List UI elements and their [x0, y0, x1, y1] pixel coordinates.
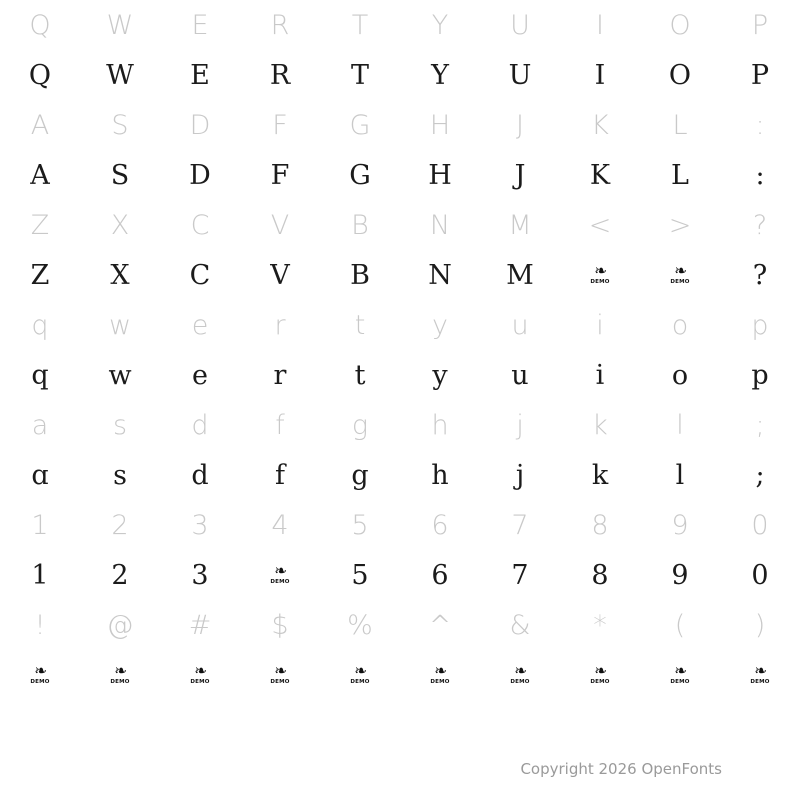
glyph-cell: j — [516, 409, 524, 441]
glyph-cell: M — [506, 259, 534, 291]
glyph-cell: k — [591, 459, 609, 491]
glyph-cell: P — [751, 9, 769, 41]
glyph-cell: p — [751, 359, 769, 391]
glyph-cell: W — [106, 59, 134, 91]
glyph-cell: y — [432, 309, 448, 341]
glyph-cell: ɑ — [31, 459, 49, 491]
glyph-cell: R — [269, 59, 291, 91]
glyph-cell: e — [191, 309, 209, 341]
glyph-cell: 7 — [511, 509, 529, 541]
glyph-cell: S — [110, 159, 130, 191]
glyph-cell: Y — [431, 9, 449, 41]
glyph-cell: $ — [271, 609, 289, 641]
glyph-cell: B — [351, 209, 369, 241]
glyph-cell: ^ — [428, 609, 452, 641]
demo-watermark-glyph — [80, 650, 160, 700]
demo-watermark-glyph — [160, 650, 240, 700]
glyph-cell: a — [31, 409, 49, 441]
demo-label: DEMO — [110, 679, 130, 686]
glyph-cell: # — [188, 609, 212, 641]
leaf-icon: ❧ — [34, 661, 46, 681]
glyph-cell: I — [594, 59, 606, 91]
glyph-cell: O — [668, 59, 692, 91]
glyph-cell: 4 — [271, 509, 289, 541]
glyph-cell: f — [275, 459, 285, 491]
glyph-cell: r — [273, 359, 287, 391]
glyph-cell: 0 — [751, 509, 769, 541]
glyph-cell: V — [270, 209, 290, 241]
glyph-cell: W — [106, 9, 134, 41]
glyph-cell: q — [31, 359, 49, 391]
glyph-cell: Y — [431, 59, 449, 91]
glyph-cell: S — [111, 109, 129, 141]
leaf-icon: ❧ — [674, 661, 686, 681]
glyph-cell: X — [110, 209, 130, 241]
glyph-cell: C — [189, 259, 211, 291]
glyph-cell: U — [508, 59, 532, 91]
glyph-cell: t — [354, 359, 366, 391]
glyph-cell: 9 — [671, 559, 689, 591]
glyph-cell: l — [676, 409, 684, 441]
demo-watermark-glyph — [400, 650, 480, 700]
copyright-footer — [0, 760, 800, 778]
glyph-cell: ) — [754, 609, 766, 641]
glyph-cell: I — [596, 9, 604, 41]
glyph-cell: K — [589, 159, 611, 191]
glyph-cell: ; — [755, 409, 765, 441]
demo-watermark-glyph — [320, 650, 400, 700]
glyph-cell: > — [668, 209, 692, 241]
glyph-cell: F — [272, 109, 288, 141]
glyph-cell: Z — [30, 259, 50, 291]
glyph-cell: 9 — [671, 509, 689, 541]
leaf-icon: ❧ — [754, 661, 766, 681]
leaf-icon: ❧ — [514, 661, 526, 681]
glyph-cell: A — [30, 159, 50, 191]
demo-label: DEMO — [670, 679, 690, 686]
glyph-cell: P — [750, 59, 770, 91]
glyph-cell: A — [30, 109, 50, 141]
glyph-cell: 6 — [431, 509, 449, 541]
glyph-cell: : — [755, 159, 765, 191]
glyph-cell: s — [113, 459, 127, 491]
glyph-cell: ( — [674, 609, 686, 641]
glyph-cell: E — [191, 9, 209, 41]
glyph-cell: o — [671, 359, 689, 391]
glyph-cell: ! — [34, 609, 46, 641]
glyph-cell: u — [511, 359, 529, 391]
leaf-icon: ❧ — [434, 661, 446, 681]
glyph-cell: D — [189, 159, 211, 191]
glyph-cell: j — [515, 459, 525, 491]
demo-watermark-glyph — [560, 250, 640, 300]
glyph-cell: 7 — [511, 559, 529, 591]
demo-watermark-glyph — [240, 550, 320, 600]
leaf-icon: ❧ — [674, 261, 686, 281]
glyph-cell: 6 — [431, 559, 449, 591]
copyright-text: Copyright 2026 OpenFonts — [520, 760, 722, 778]
glyph-cell: 8 — [591, 509, 609, 541]
leaf-icon: ❧ — [274, 561, 286, 581]
glyph-cell: U — [510, 9, 530, 41]
glyph-cell: y — [432, 359, 448, 391]
demo-label: DEMO — [270, 679, 290, 686]
glyph-cell: K — [591, 109, 609, 141]
glyph-cell: Q — [29, 9, 51, 41]
demo-label: DEMO — [30, 679, 50, 686]
glyph-cell: 1 — [31, 559, 49, 591]
glyph-cell: R — [270, 9, 290, 41]
demo-watermark-glyph — [0, 650, 80, 700]
glyph-cell: o — [671, 309, 689, 341]
glyph-cell: B — [350, 259, 370, 291]
glyph-cell: 3 — [191, 509, 209, 541]
glyph-cell: e — [192, 359, 208, 391]
glyph-cell: X — [110, 259, 130, 291]
demo-watermark-glyph — [720, 650, 800, 700]
demo-label: DEMO — [590, 279, 610, 286]
glyph-cell: l — [675, 459, 685, 491]
glyph-cell: D — [189, 109, 211, 141]
glyph-cell: u — [511, 309, 529, 341]
glyph-cell: i — [596, 309, 604, 341]
glyph-cell: f — [275, 409, 285, 441]
glyph-cell: 0 — [751, 559, 769, 591]
glyph-cell: H — [429, 109, 451, 141]
glyph-cell: N — [429, 209, 451, 241]
glyph-cell: t — [354, 309, 366, 341]
glyph-cell: N — [428, 259, 452, 291]
glyph-cell: T — [350, 59, 369, 91]
glyph-cell: 5 — [351, 559, 369, 591]
demo-watermark-glyph — [640, 250, 720, 300]
demo-label: DEMO — [350, 679, 370, 686]
demo-watermark-glyph — [560, 650, 640, 700]
glyph-cell: ? — [752, 259, 768, 291]
glyph-cell: g — [351, 409, 369, 441]
glyph-cell: 2 — [111, 559, 129, 591]
glyph-cell: i — [595, 359, 605, 391]
leaf-icon: ❧ — [194, 661, 206, 681]
glyph-cell: d — [191, 409, 209, 441]
glyph-cell: G — [349, 109, 371, 141]
glyph-cell: < — [588, 209, 612, 241]
glyph-cell: C — [190, 209, 210, 241]
glyph-cell: H — [428, 159, 452, 191]
leaf-icon: ❧ — [354, 661, 366, 681]
glyph-cell: O — [669, 9, 691, 41]
glyph-cell: V — [270, 259, 290, 291]
glyph-cell: r — [274, 309, 286, 341]
glyph-cell: L — [672, 109, 688, 141]
demo-watermark-glyph — [480, 650, 560, 700]
glyph-cell: 1 — [31, 509, 49, 541]
glyph-cell: * — [593, 609, 607, 641]
glyph-cell: : — [755, 109, 765, 141]
glyph-cell: Z — [30, 209, 50, 241]
demo-watermark-glyph — [240, 650, 320, 700]
glyph-cell: h — [431, 459, 449, 491]
glyph-cell: ; — [755, 459, 765, 491]
demo-label: DEMO — [750, 679, 770, 686]
glyph-cell: ? — [752, 209, 768, 241]
leaf-icon: ❧ — [594, 661, 606, 681]
glyph-cell: G — [349, 159, 371, 191]
glyph-cell: M — [508, 209, 532, 241]
glyph-cell: E — [190, 59, 210, 91]
glyph-cell: w — [108, 359, 132, 391]
leaf-icon: ❧ — [114, 661, 126, 681]
leaf-icon: ❧ — [594, 261, 606, 281]
glyph-cell: 2 — [111, 509, 129, 541]
glyph-cell: 3 — [191, 559, 209, 591]
glyph-cell: J — [514, 159, 526, 191]
glyph-cell: k — [592, 409, 608, 441]
demo-label: DEMO — [190, 679, 210, 686]
glyph-cell: p — [751, 309, 769, 341]
glyph-cell: Q — [28, 59, 52, 91]
glyph-cell: 5 — [351, 509, 369, 541]
glyph-cell: & — [509, 609, 531, 641]
demo-label: DEMO — [430, 679, 450, 686]
glyph-cell: d — [191, 459, 209, 491]
demo-label: DEMO — [590, 679, 610, 686]
glyph-cell: s — [112, 409, 128, 441]
glyph-cell: T — [351, 9, 369, 41]
glyph-cell: J — [516, 109, 524, 141]
glyph-cell: q — [31, 309, 49, 341]
glyph-cell: L — [671, 159, 689, 191]
demo-label: DEMO — [510, 679, 530, 686]
demo-label: DEMO — [270, 579, 290, 586]
demo-label: DEMO — [670, 279, 690, 286]
glyph-cell: % — [347, 609, 373, 641]
glyph-cell: w — [108, 309, 132, 341]
glyph-cell: 8 — [591, 559, 609, 591]
glyph-cell: @ — [106, 609, 134, 641]
demo-watermark-glyph — [640, 650, 720, 700]
glyph-cell: F — [270, 159, 290, 191]
leaf-icon: ❧ — [274, 661, 286, 681]
glyph-cell: h — [431, 409, 449, 441]
glyph-cell: g — [351, 459, 369, 491]
